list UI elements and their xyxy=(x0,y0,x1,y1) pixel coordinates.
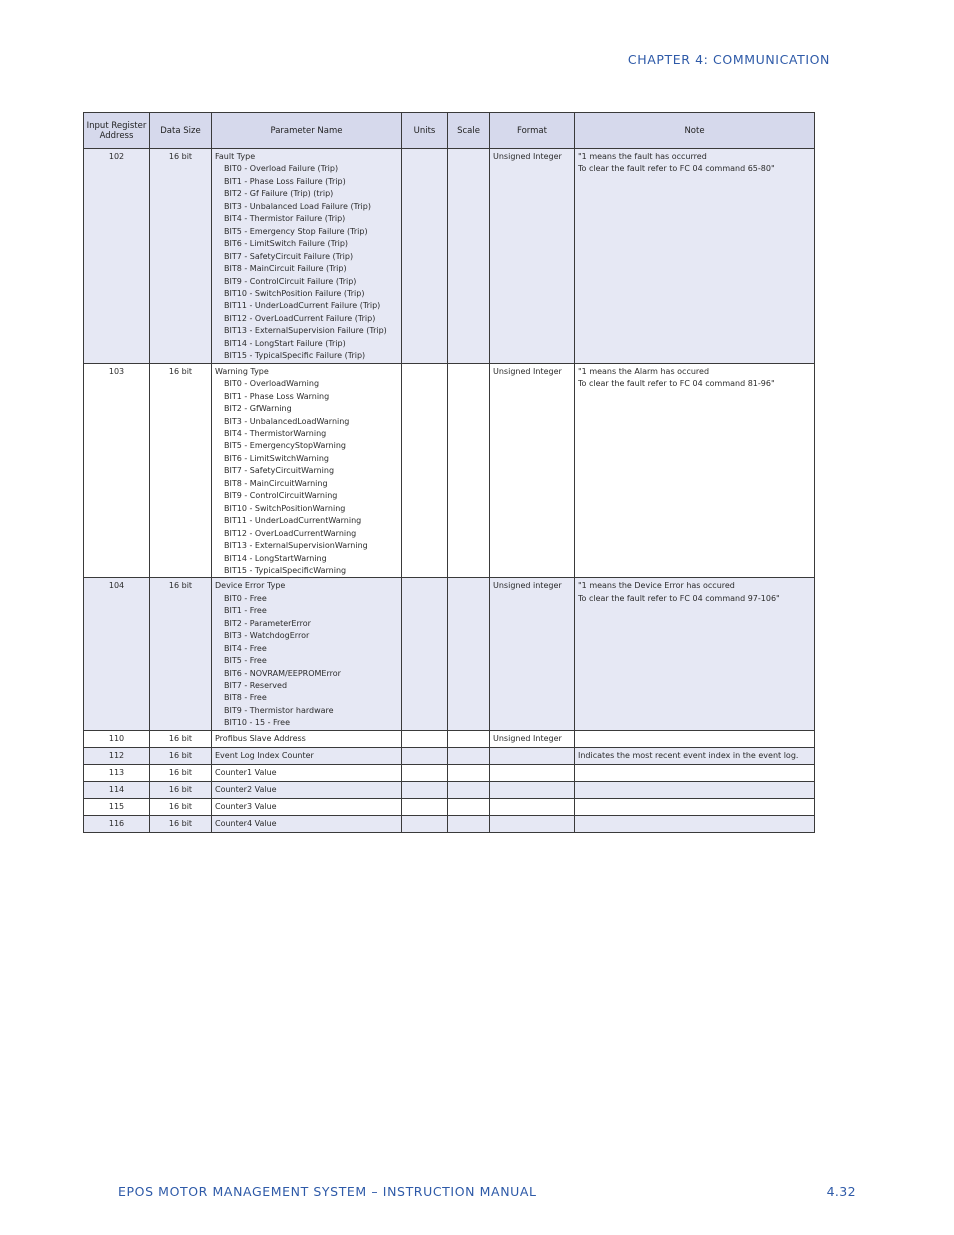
cell-units xyxy=(402,781,448,798)
cell-note xyxy=(575,764,815,781)
cell-format: Unsigned Integer xyxy=(490,730,575,747)
bit-description: BIT11 - UnderLoadCurrentWarning xyxy=(224,516,362,526)
cell-note xyxy=(575,747,815,764)
cell-note xyxy=(575,815,815,832)
bit-description: BIT15 - TypicalSpecific Failure (Trip) xyxy=(224,351,366,361)
table-row xyxy=(84,764,815,781)
cell-units xyxy=(402,747,448,764)
bit-description: BIT11 - UnderLoadCurrent Failure (Trip) xyxy=(224,301,381,311)
col-header-format: Format xyxy=(490,113,575,149)
cell-format xyxy=(490,781,575,798)
note-line: "1 means the Device Error has occured xyxy=(578,581,735,591)
bit-description: BIT3 - UnbalancedLoadWarning xyxy=(224,416,350,426)
cell-address: 114 xyxy=(84,781,150,798)
chapter-heading: CHAPTER 4: COMMUNICATION xyxy=(627,52,830,67)
cell-address: 115 xyxy=(84,798,150,815)
bit-description: BIT1 - Phase Loss Failure (Trip) xyxy=(224,176,346,186)
cell-units xyxy=(402,815,448,832)
cell-scale xyxy=(448,730,490,747)
cell-size: 16 bit xyxy=(150,798,212,815)
cell-format xyxy=(490,764,575,781)
cell-address: 110 xyxy=(84,730,150,747)
table-body xyxy=(84,149,815,833)
bit-description: BIT5 - EmergencyStopWarning xyxy=(224,441,346,451)
parameter-name: Counter4 Value xyxy=(215,818,277,828)
cell-address: 113 xyxy=(84,764,150,781)
bit-description: BIT7 - SafetyCircuit Failure (Trip) xyxy=(224,251,354,261)
cell-note xyxy=(575,781,815,798)
cell-format: Unsigned integer xyxy=(490,578,575,730)
bit-description: BIT2 - ParameterError xyxy=(224,618,311,628)
cell-address: 112 xyxy=(84,747,150,764)
bit-description: BIT7 - Reserved xyxy=(224,681,288,691)
cell-size: 16 bit xyxy=(150,747,212,764)
cell-name xyxy=(212,363,402,578)
col-header-address: Input Register Address xyxy=(84,113,150,149)
parameter-name: Profibus Slave Address xyxy=(215,733,306,743)
note-line: To clear the fault refer to FC 04 command 81-96" xyxy=(578,379,775,389)
bit-description: BIT6 - LimitSwitch Failure (Trip) xyxy=(224,239,349,249)
bit-description: BIT0 - Overload Failure (Trip) xyxy=(224,164,339,174)
table-row xyxy=(84,815,815,832)
parameter-name: Warning Type xyxy=(215,366,269,376)
bit-description: BIT9 - ControlCircuitWarning xyxy=(224,491,338,501)
cell-scale xyxy=(448,781,490,798)
bit-description: BIT8 - MainCircuit Failure (Trip) xyxy=(224,264,347,274)
bit-description: BIT3 - Unbalanced Load Failure (Trip) xyxy=(224,201,371,211)
bit-description: BIT12 - OverLoadCurrentWarning xyxy=(224,528,357,538)
cell-address: 102 xyxy=(84,149,150,364)
cell-address: 116 xyxy=(84,815,150,832)
table-row xyxy=(84,578,815,730)
parameter-name: Counter2 Value xyxy=(215,784,277,794)
note-line: "1 means the Alarm has occured xyxy=(578,366,710,376)
bit-description: BIT6 - NOVRAM/EEPROMError xyxy=(224,668,341,678)
table-row xyxy=(84,781,815,798)
col-header-note: Note xyxy=(575,113,815,149)
cell-note xyxy=(575,363,815,578)
table-row xyxy=(84,798,815,815)
col-header-scale: Scale xyxy=(448,113,490,149)
cell-name xyxy=(212,781,402,798)
bit-description: BIT12 - OverLoadCurrent Failure (Trip) xyxy=(224,313,376,323)
bit-description: BIT9 - ControlCircuit Failure (Trip) xyxy=(224,276,357,286)
parameter-name: Fault Type xyxy=(215,152,256,161)
cell-name xyxy=(212,578,402,730)
bit-description: BIT0 - Free xyxy=(224,593,267,603)
parameter-name: Counter3 Value xyxy=(215,801,277,811)
cell-address: 103 xyxy=(84,363,150,578)
cell-format xyxy=(490,798,575,815)
bit-description: BIT4 - Thermistor Failure (Trip) xyxy=(224,214,346,224)
cell-name xyxy=(212,798,402,815)
parameter-name: Counter1 Value xyxy=(215,767,277,777)
cell-size: 16 bit xyxy=(150,764,212,781)
cell-format: Unsigned Integer xyxy=(490,363,575,578)
cell-scale xyxy=(448,149,490,364)
bit-description: BIT10 - SwitchPositionWarning xyxy=(224,503,346,513)
table-row xyxy=(84,363,815,578)
note-line: Indicates the most recent event index in the event log. xyxy=(578,750,799,760)
cell-note xyxy=(575,149,815,364)
cell-scale xyxy=(448,363,490,578)
cell-name xyxy=(212,815,402,832)
cell-size: 16 bit xyxy=(150,815,212,832)
table-row xyxy=(84,730,815,747)
bit-description: BIT5 - Emergency Stop Failure (Trip) xyxy=(224,226,368,236)
cell-units xyxy=(402,730,448,747)
cell-size: 16 bit xyxy=(150,149,212,364)
cell-scale xyxy=(448,764,490,781)
bit-description: BIT4 - ThermistorWarning xyxy=(224,428,327,438)
bit-description: BIT1 - Free xyxy=(224,606,267,616)
table-header-row xyxy=(84,113,815,149)
bit-description: BIT6 - LimitSwitchWarning xyxy=(224,453,329,463)
col-header-size: Data Size xyxy=(150,113,212,149)
cell-units xyxy=(402,578,448,730)
note-line: To clear the fault refer to FC 04 command 65-80" xyxy=(578,164,775,174)
cell-units xyxy=(402,149,448,364)
bit-description: BIT8 - MainCircuitWarning xyxy=(224,478,328,488)
note-line: "1 means the fault has occurred xyxy=(578,152,707,161)
register-table xyxy=(83,112,815,833)
table-row xyxy=(84,149,815,364)
table-row xyxy=(84,747,815,764)
cell-note xyxy=(575,730,815,747)
bit-description: BIT0 - OverloadWarning xyxy=(224,379,320,389)
cell-format: Unsigned Integer xyxy=(490,149,575,364)
bit-description: BIT4 - Free xyxy=(224,643,267,653)
bit-description: BIT15 - TypicalSpecificWarning xyxy=(224,565,347,575)
cell-name xyxy=(212,747,402,764)
col-header-units: Units xyxy=(402,113,448,149)
parameter-name: Event Log Index Counter xyxy=(215,750,314,760)
bit-description: BIT10 - SwitchPosition Failure (Trip) xyxy=(224,288,365,298)
cell-scale xyxy=(448,815,490,832)
cell-size: 16 bit xyxy=(150,730,212,747)
bit-description: BIT14 - LongStart Failure (Trip) xyxy=(224,338,346,348)
bit-description: BIT5 - Free xyxy=(224,656,267,666)
cell-scale xyxy=(448,798,490,815)
cell-units xyxy=(402,798,448,815)
bit-description: BIT7 - SafetyCircuitWarning xyxy=(224,466,335,476)
cell-scale xyxy=(448,578,490,730)
cell-units xyxy=(402,764,448,781)
cell-size: 16 bit xyxy=(150,578,212,730)
page-number: 4.32 xyxy=(826,1184,856,1199)
bit-description: BIT1 - Phase Loss Warning xyxy=(224,391,330,401)
cell-name xyxy=(212,730,402,747)
bit-description: BIT8 - Free xyxy=(224,693,267,703)
cell-format xyxy=(490,747,575,764)
bit-description: BIT10 - 15 - Free xyxy=(224,718,291,728)
cell-units xyxy=(402,363,448,578)
cell-size: 16 bit xyxy=(150,363,212,578)
bit-description: BIT13 - ExternalSupervision Failure (Trip) xyxy=(224,326,387,336)
bit-description: BIT3 - WatchdogError xyxy=(224,631,310,641)
note-line: To clear the fault refer to FC 04 command 97-106" xyxy=(578,593,780,603)
bit-description: BIT2 - Gf Failure (Trip) (trip) xyxy=(224,189,334,199)
cell-name xyxy=(212,764,402,781)
cell-format xyxy=(490,815,575,832)
bit-description: BIT9 - Thermistor hardware xyxy=(224,705,334,715)
cell-address: 104 xyxy=(84,578,150,730)
bit-description: BIT2 - GfWarning xyxy=(224,404,292,414)
bit-description: BIT13 - ExternalSupervisionWarning xyxy=(224,541,368,551)
parameter-name: Device Error Type xyxy=(215,581,286,591)
footer-title: EPOS MOTOR MANAGEMENT SYSTEM – INSTRUCTION MANUAL xyxy=(118,1184,537,1199)
cell-scale xyxy=(448,747,490,764)
cell-note xyxy=(575,798,815,815)
cell-size: 16 bit xyxy=(150,781,212,798)
bit-description: BIT14 - LongStartWarning xyxy=(224,553,327,563)
cell-name xyxy=(212,149,402,364)
col-header-name: Parameter Name xyxy=(212,113,402,149)
cell-note xyxy=(575,578,815,730)
